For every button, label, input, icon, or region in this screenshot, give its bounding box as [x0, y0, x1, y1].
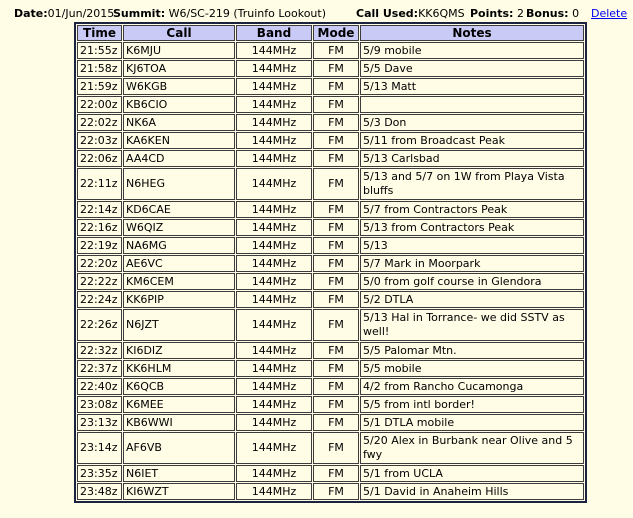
- cell-call: K6MEE: [123, 396, 235, 413]
- cell-call: NK6A: [123, 114, 235, 131]
- table-row: [77, 414, 584, 431]
- cell-notes: 5/13 Carlsbad: [360, 150, 584, 167]
- cell-time: 22:16z: [77, 219, 122, 236]
- cell-time: 23:35z: [77, 465, 122, 482]
- cell-call: KB6WWI: [123, 414, 235, 431]
- cell-time: 22:32z: [77, 342, 122, 359]
- cell-mode: FM: [313, 237, 359, 254]
- cell-mode: FM: [313, 378, 359, 395]
- cell-band: 144MHz: [236, 414, 312, 431]
- cell-time: 22:03z: [77, 132, 122, 149]
- table-row: [77, 78, 584, 95]
- cell-time: 22:40z: [77, 378, 122, 395]
- cell-band: 144MHz: [236, 273, 312, 290]
- cell-notes: 5/13 Hal in Torrance- we did SSTV as well!: [360, 309, 584, 341]
- table-header-row: [77, 25, 584, 41]
- table-row: [77, 309, 584, 341]
- cell-band: 144MHz: [236, 132, 312, 149]
- cell-mode: FM: [313, 432, 359, 464]
- cell-notes: 5/13 Matt: [360, 78, 584, 95]
- cell-band: 144MHz: [236, 168, 312, 200]
- cell-mode: FM: [313, 255, 359, 272]
- cell-mode: FM: [313, 483, 359, 500]
- table-row: [77, 114, 584, 131]
- cell-band: 144MHz: [236, 150, 312, 167]
- cell-band: 144MHz: [236, 96, 312, 113]
- table-row: [77, 132, 584, 149]
- cell-notes: 5/5 Dave: [360, 60, 584, 77]
- cell-call: N6HEG: [123, 168, 235, 200]
- cell-band: 144MHz: [236, 237, 312, 254]
- cell-time: 22:20z: [77, 255, 122, 272]
- cell-time: 22:14z: [77, 201, 122, 218]
- cell-mode: FM: [313, 150, 359, 167]
- cell-time: 22:11z: [77, 168, 122, 200]
- cell-mode: FM: [313, 114, 359, 131]
- table-row: [77, 342, 584, 359]
- bonus-label: Bonus:: [526, 7, 569, 20]
- cell-time: 22:26z: [77, 309, 122, 341]
- cell-call: KI6DIZ: [123, 342, 235, 359]
- date-value: 01/Jun/2015: [47, 7, 115, 20]
- cell-time: 22:22z: [77, 273, 122, 290]
- cell-band: 144MHz: [236, 432, 312, 464]
- table-row: [77, 201, 584, 218]
- cell-time: 23:13z: [77, 414, 122, 431]
- cell-band: 144MHz: [236, 465, 312, 482]
- cell-band: 144MHz: [236, 201, 312, 218]
- cell-call: KB6CIO: [123, 96, 235, 113]
- cell-time: 21:55z: [77, 42, 122, 59]
- cell-notes: 5/1 from UCLA: [360, 465, 584, 482]
- cell-mode: FM: [313, 291, 359, 308]
- cell-mode: FM: [313, 414, 359, 431]
- table-row: [77, 291, 584, 308]
- cell-mode: FM: [313, 132, 359, 149]
- cell-band: 144MHz: [236, 219, 312, 236]
- cell-call: W6KGB: [123, 78, 235, 95]
- qso-log-table: [74, 22, 587, 503]
- cell-notes: 5/7 from Contractors Peak: [360, 201, 584, 218]
- cell-time: 22:06z: [77, 150, 122, 167]
- cell-call: AF6VB: [123, 432, 235, 464]
- cell-notes: 5/13 and 5/7 on 1W from Playa Vista bluffs: [360, 168, 584, 200]
- column-header-mode: Mode: [313, 25, 359, 41]
- cell-notes: 5/5 from intl border!: [360, 396, 584, 413]
- call-used-value: KK6QMS: [418, 7, 465, 20]
- table-body: [77, 42, 584, 500]
- cell-time: 22:24z: [77, 291, 122, 308]
- cell-band: 144MHz: [236, 360, 312, 377]
- cell-call: KA6KEN: [123, 132, 235, 149]
- cell-notes: 5/13: [360, 237, 584, 254]
- cell-call: KI6WZT: [123, 483, 235, 500]
- cell-mode: FM: [313, 309, 359, 341]
- cell-mode: FM: [313, 396, 359, 413]
- table-row: [77, 483, 584, 500]
- summit-value: W6/SC-219 (Truinfo Lookout): [168, 7, 327, 20]
- cell-notes: 5/1 David in Anaheim Hills: [360, 483, 584, 500]
- cell-mode: FM: [313, 342, 359, 359]
- cell-notes: 5/13 from Contractors Peak: [360, 219, 584, 236]
- delete-link[interactable]: Delete: [591, 7, 628, 20]
- column-header-call: Call: [123, 25, 235, 41]
- cell-mode: FM: [313, 96, 359, 113]
- cell-time: 22:19z: [77, 237, 122, 254]
- table-row: [77, 168, 584, 200]
- table-row: [77, 219, 584, 236]
- table-row: [77, 360, 584, 377]
- cell-notes: 5/7 Mark in Moorpark: [360, 255, 584, 272]
- cell-notes: 5/1 DTLA mobile: [360, 414, 584, 431]
- cell-call: KJ6TOA: [123, 60, 235, 77]
- cell-mode: FM: [313, 60, 359, 77]
- cell-notes: 5/2 DTLA: [360, 291, 584, 308]
- cell-band: 144MHz: [236, 396, 312, 413]
- cell-call: AA4CD: [123, 150, 235, 167]
- cell-call: N6IET: [123, 465, 235, 482]
- cell-band: 144MHz: [236, 342, 312, 359]
- cell-notes: [360, 96, 584, 113]
- cell-call: KM6CEM: [123, 273, 235, 290]
- table-row: [77, 396, 584, 413]
- cell-time: 23:48z: [77, 483, 122, 500]
- table-row: [77, 378, 584, 395]
- cell-band: 144MHz: [236, 78, 312, 95]
- cell-time: 23:08z: [77, 396, 122, 413]
- column-header-time: Time: [77, 25, 122, 41]
- cell-band: 144MHz: [236, 291, 312, 308]
- cell-notes: 5/11 from Broadcast Peak: [360, 132, 584, 149]
- table-row: [77, 42, 584, 59]
- cell-mode: FM: [313, 465, 359, 482]
- cell-call: K6MJU: [123, 42, 235, 59]
- cell-time: 22:00z: [77, 96, 122, 113]
- cell-mode: FM: [313, 78, 359, 95]
- table-row: [77, 150, 584, 167]
- cell-time: 23:14z: [77, 432, 122, 464]
- cell-band: 144MHz: [236, 483, 312, 500]
- column-header-notes: Notes: [360, 25, 584, 41]
- column-header-band: Band: [236, 25, 312, 41]
- cell-time: 22:02z: [77, 114, 122, 131]
- cell-notes: 5/0 from golf course in Glendora: [360, 273, 584, 290]
- cell-call: K6QCB: [123, 378, 235, 395]
- cell-band: 144MHz: [236, 255, 312, 272]
- cell-notes: 4/2 from Rancho Cucamonga: [360, 378, 584, 395]
- points-value: 2: [516, 7, 524, 20]
- summit-label: Summit:: [113, 7, 166, 20]
- cell-notes: 5/5 mobile: [360, 360, 584, 377]
- table-row: [77, 273, 584, 290]
- points-label: Points:: [470, 7, 514, 20]
- cell-band: 144MHz: [236, 114, 312, 131]
- table-row: [77, 96, 584, 113]
- cell-band: 144MHz: [236, 42, 312, 59]
- cell-call: W6QIZ: [123, 219, 235, 236]
- cell-call: NA6MG: [123, 237, 235, 254]
- cell-mode: FM: [313, 360, 359, 377]
- cell-notes: 5/9 mobile: [360, 42, 584, 59]
- cell-call: KD6CAE: [123, 201, 235, 218]
- cell-call: N6JZT: [123, 309, 235, 341]
- cell-mode: FM: [313, 168, 359, 200]
- cell-time: 21:59z: [77, 78, 122, 95]
- cell-band: 144MHz: [236, 378, 312, 395]
- table-row: [77, 465, 584, 482]
- cell-call: KK6HLM: [123, 360, 235, 377]
- cell-time: 21:58z: [77, 60, 122, 77]
- bonus-value: 0: [572, 7, 580, 20]
- cell-time: 22:37z: [77, 360, 122, 377]
- cell-notes: 5/20 Alex in Burbank near Olive and 5 fwy: [360, 432, 584, 464]
- date-label: Date:: [14, 7, 48, 20]
- cell-mode: FM: [313, 42, 359, 59]
- cell-mode: FM: [313, 201, 359, 218]
- cell-notes: 5/3 Don: [360, 114, 584, 131]
- call-used-label: Call Used:: [356, 7, 419, 20]
- cell-mode: FM: [313, 273, 359, 290]
- cell-call: KK6PIP: [123, 291, 235, 308]
- cell-mode: FM: [313, 219, 359, 236]
- table-row: [77, 60, 584, 77]
- cell-notes: 5/5 Palomar Mtn.: [360, 342, 584, 359]
- cell-band: 144MHz: [236, 309, 312, 341]
- cell-band: 144MHz: [236, 60, 312, 77]
- table-row: [77, 237, 584, 254]
- log-header: [0, 0, 633, 22]
- table-row: [77, 432, 584, 464]
- cell-call: AE6VC: [123, 255, 235, 272]
- table-row: [77, 255, 584, 272]
